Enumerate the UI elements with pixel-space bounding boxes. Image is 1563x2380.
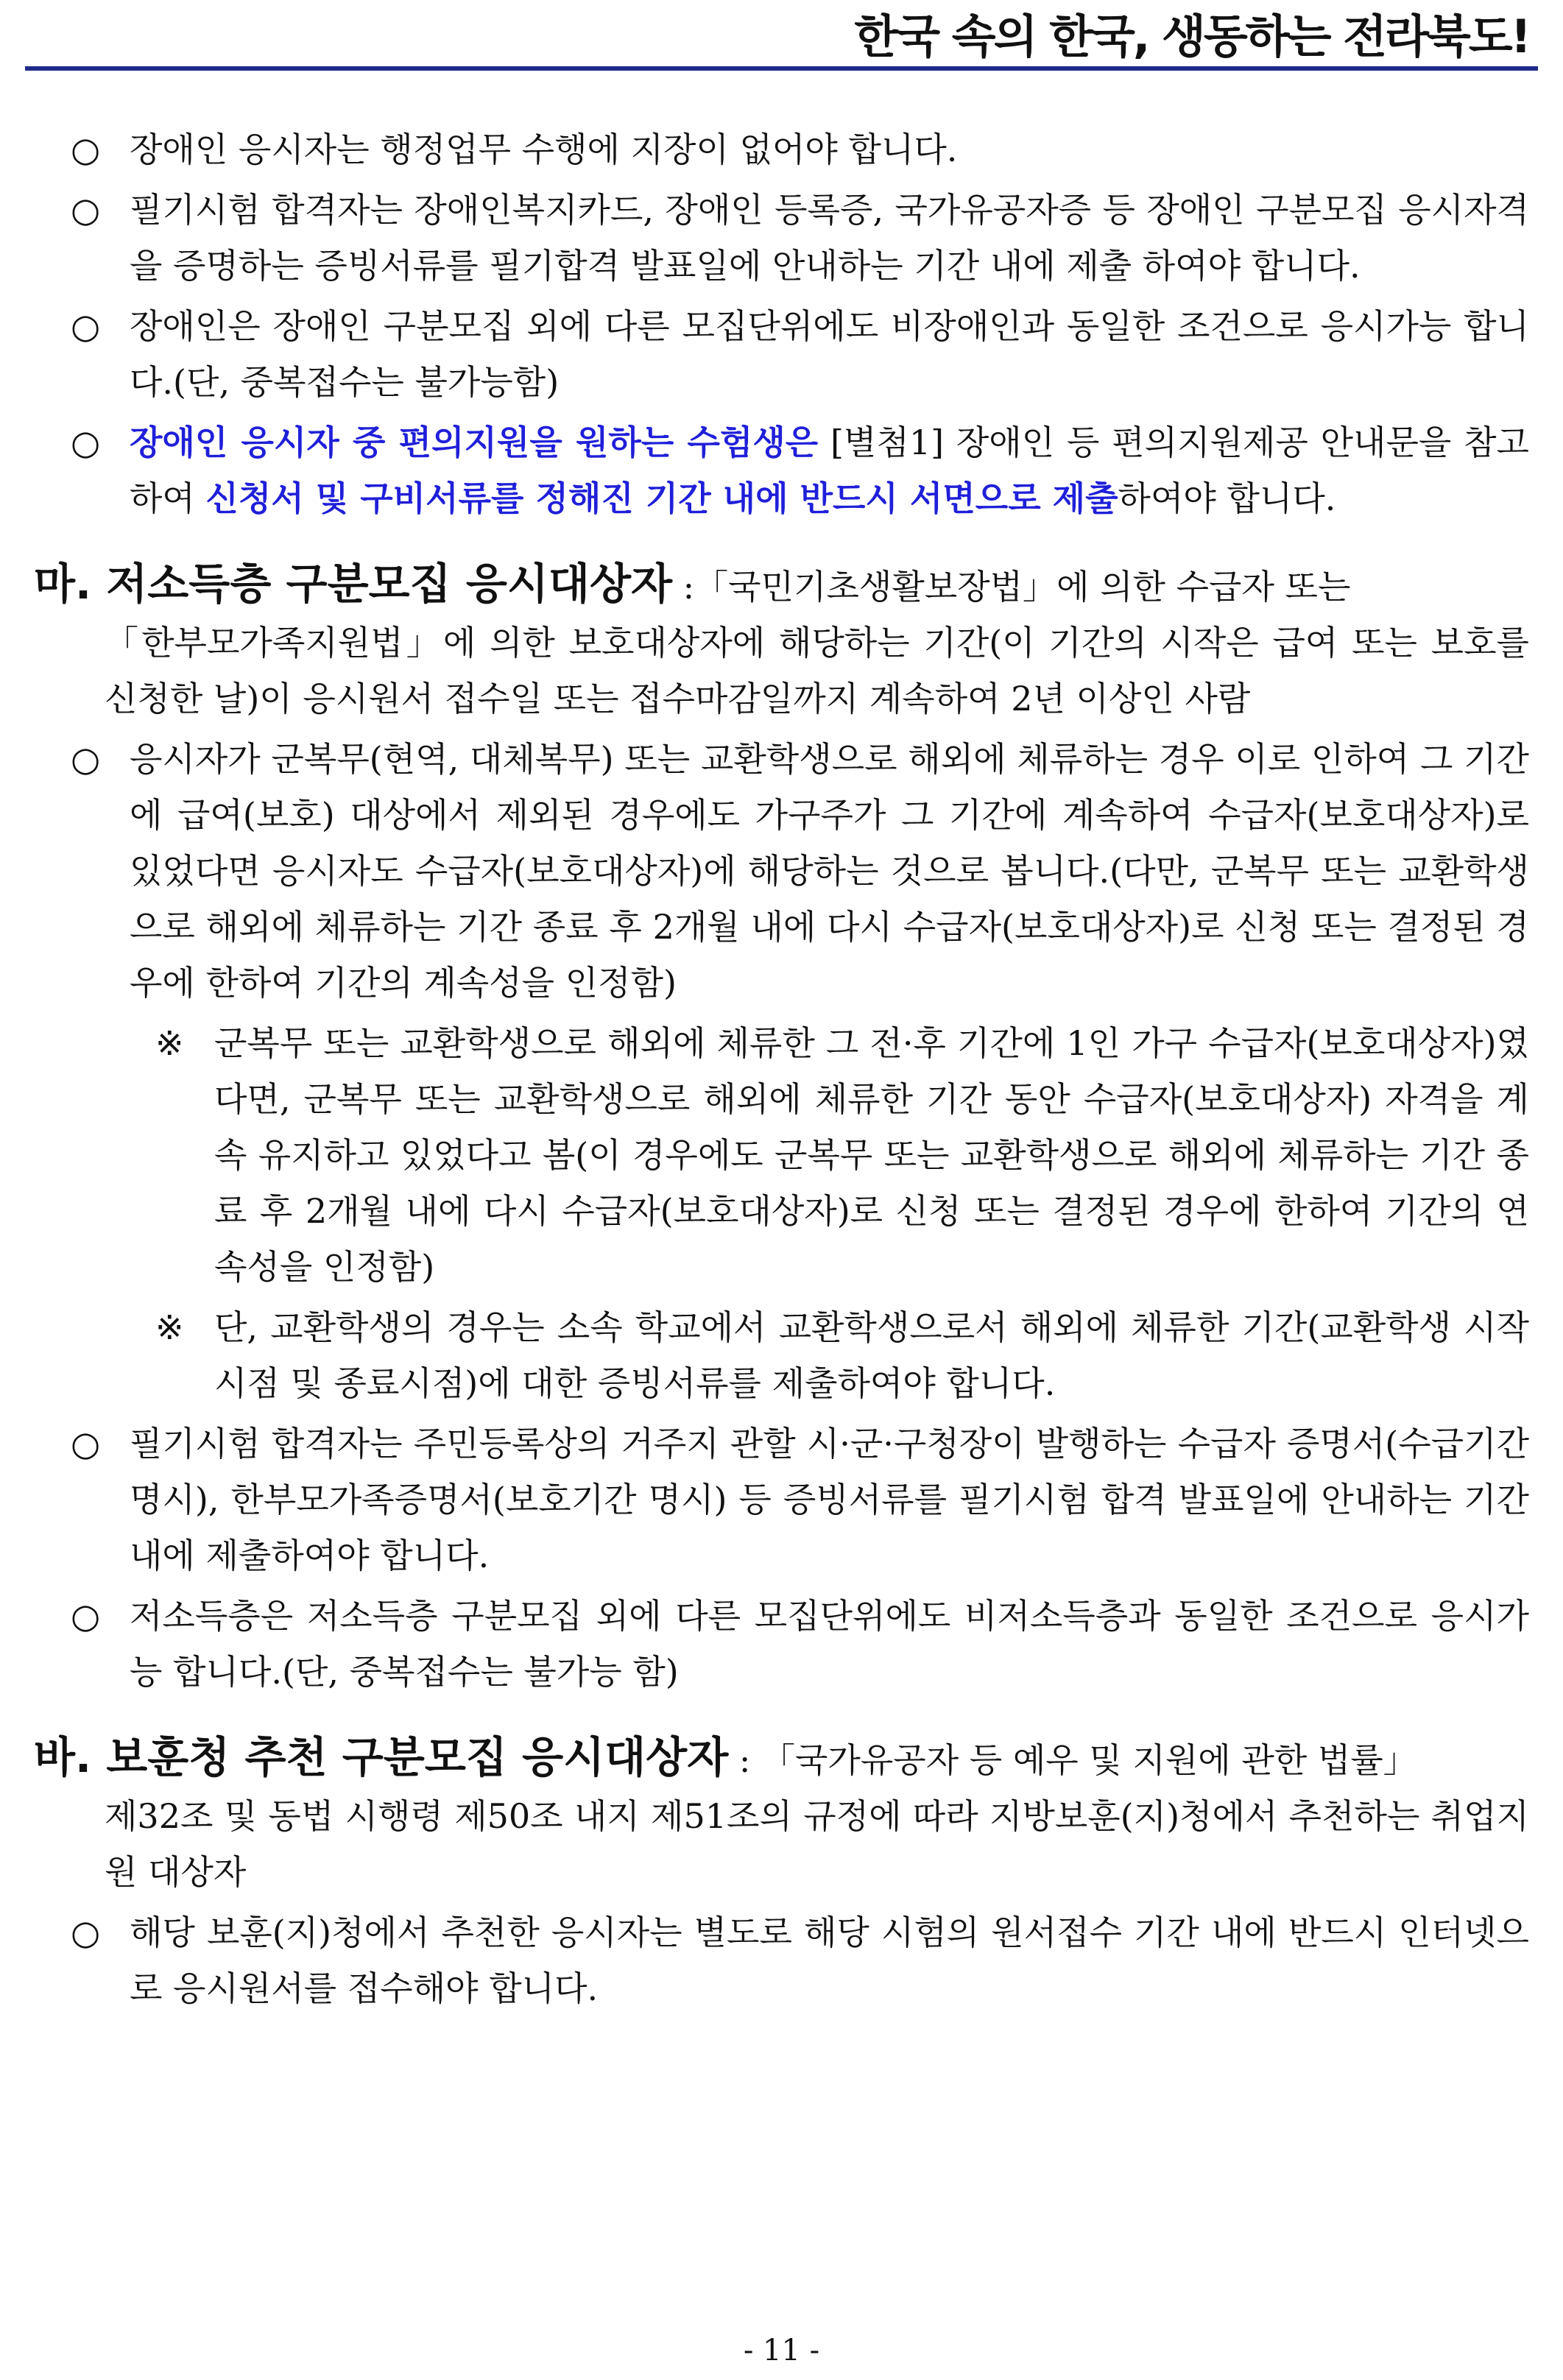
bullet-mark: ○ (71, 130, 101, 169)
header-rule (25, 66, 1538, 71)
section-ma-heading: 마. 저소득층 구분모집 응시대상자 :「국민기초생활보장법」에 의한 수급자 또는 (34, 559, 1351, 609)
document-body (34, 121, 1529, 2021)
bullet-item: ○ 장애인 응시자는 행정업무 수행에 지장이 없어야 합니다. (34, 121, 1529, 177)
bullet-item-highlighted: ○ 장애인 응시자 중 편의지원을 원하는 수험생은 [별첨1] 장애인 등 편의지원제공 안내문을 참고하여 신청서 및 구비서류를 정해진 기간 내에 반드시 서면으로 제출하여야 합니다. (34, 414, 1529, 526)
bullet-mark: ○ (71, 1596, 101, 1636)
highlight-text: 장애인 응시자 중 편의지원을 원하는 수험생은 (130, 423, 819, 462)
bullet-item: ○ 필기시험 합격자는 주민등록상의 거주지 관할 시·군·구청장이 발행하는 수급자 증명서(수급기간 명시), 한부모가족증명서(보호기간 명시) 등 증빙서류를 필기시험 합격 발표일에 안내하는 기간 내에 제출하여야 합니다. (34, 1416, 1529, 1583)
bullet-mark: ○ (71, 1424, 101, 1463)
note-item: ※ 군복무 또는 교환학생으로 해외에 체류한 그 전·후 기간에 1인 가구 수급자(보호대상자)였다면, 군복무 또는 교환학생으로 해외에 체류한 기간 동안 수급자(보호대상자) 자격을 계속 유지하고 있었다고 봄(이 경우에도 군복무 또는 교환학생으로 해외에 체류하는 기간 종료 후 2개월 내에 다시 수급자(보호대상자)로 신청 또는 결정된 경우에 한하여 기간의 연속성을 인정함) (34, 1015, 1529, 1295)
highlight-text: 신청서 및 구비서류를 정해진 기간 내에 반드시 서면으로 제출 (205, 479, 1118, 518)
page-number: - 11 - (743, 2334, 820, 2367)
bullet-mark: ○ (71, 190, 101, 230)
bullet-mark: ○ (71, 1913, 101, 1952)
bullet-mark: ○ (71, 306, 101, 346)
section-ba-heading: 바. 보훈청 추천 구분모집 응시대상자 : 「국가유공자 등 예우 및 지원에 관한 법률」 (34, 1732, 1417, 1782)
page-header-title: 한국 속의 한국, 생동하는 전라북도! (854, 10, 1529, 63)
note-mark: ※ (155, 1023, 184, 1063)
bullet-item: ○ 저소득층은 저소득층 구분모집 외에 다른 모집단위에도 비저소득층과 동일한 조건으로 응시가능 합니다.(단, 중복접수는 불가능 함) (34, 1588, 1529, 1700)
bullet-mark: ○ (71, 423, 101, 462)
note-item: ※ 단, 교환학생의 경우는 소속 학교에서 교환학생으로서 해외에 체류한 기간(교환학생 시작시점 및 종료시점)에 대한 증빙서류를 제출하여야 합니다. (34, 1299, 1529, 1411)
bullet-item: ○ 해당 보훈(지)청에서 추천한 응시자는 별도로 해당 시험의 원서접수 기간 내에 반드시 인터넷으로 응시원서를 접수해야 합니다. (34, 1904, 1529, 2016)
section-ba-definition: 제32조 및 동법 시행령 제50조 내지 제51조의 규정에 따라 지방보훈(지)청에서 추천하는 취업지원 대상자 (105, 1796, 1529, 1892)
bullet-mark: ○ (71, 739, 101, 779)
bullet-item: ○ 응시자가 군복무(현역, 대체복무) 또는 교환학생으로 해외에 체류하는 경우 이로 인하여 그 기간에 급여(보호) 대상에서 제외된 경우에도 가구주가 그 기간에 계속하여 수급자(보호대상자)로 있었다면 응시자도 수급자(보호대상자)에 해당하는 것으로 봅니다.(다만, 군복무 또는 교환학생으로 해외에 체류하는 기간 종료 후 2개월 내에 다시 수급자(보호대상자)로 신청 또는 결정된 경우에 한하여 기간의 계속성을 인정함) (34, 731, 1529, 1011)
section-ma-definition: 「한부모가족지원법」에 의한 보호대상자에 해당하는 기간(이 기간의 시작은 급여 또는 보호를 신청한 날)이 응시원서 접수일 또는 접수마감일까지 계속하여 2년 이상인 사람 (105, 623, 1529, 718)
note-mark: ※ (155, 1307, 184, 1347)
bullet-item: ○ 필기시험 합격자는 장애인복지카드, 장애인 등록증, 국가유공자증 등 장애인 구분모집 응시자격을 증명하는 증빙서류를 필기합격 발표일에 안내하는 기간 내에 제출 하여야 합니다. (34, 182, 1529, 294)
bullet-item: ○ 장애인은 장애인 구분모집 외에 다른 모집단위에도 비장애인과 동일한 조건으로 응시가능 합니다.(단, 중복접수는 불가능함) (34, 298, 1529, 410)
